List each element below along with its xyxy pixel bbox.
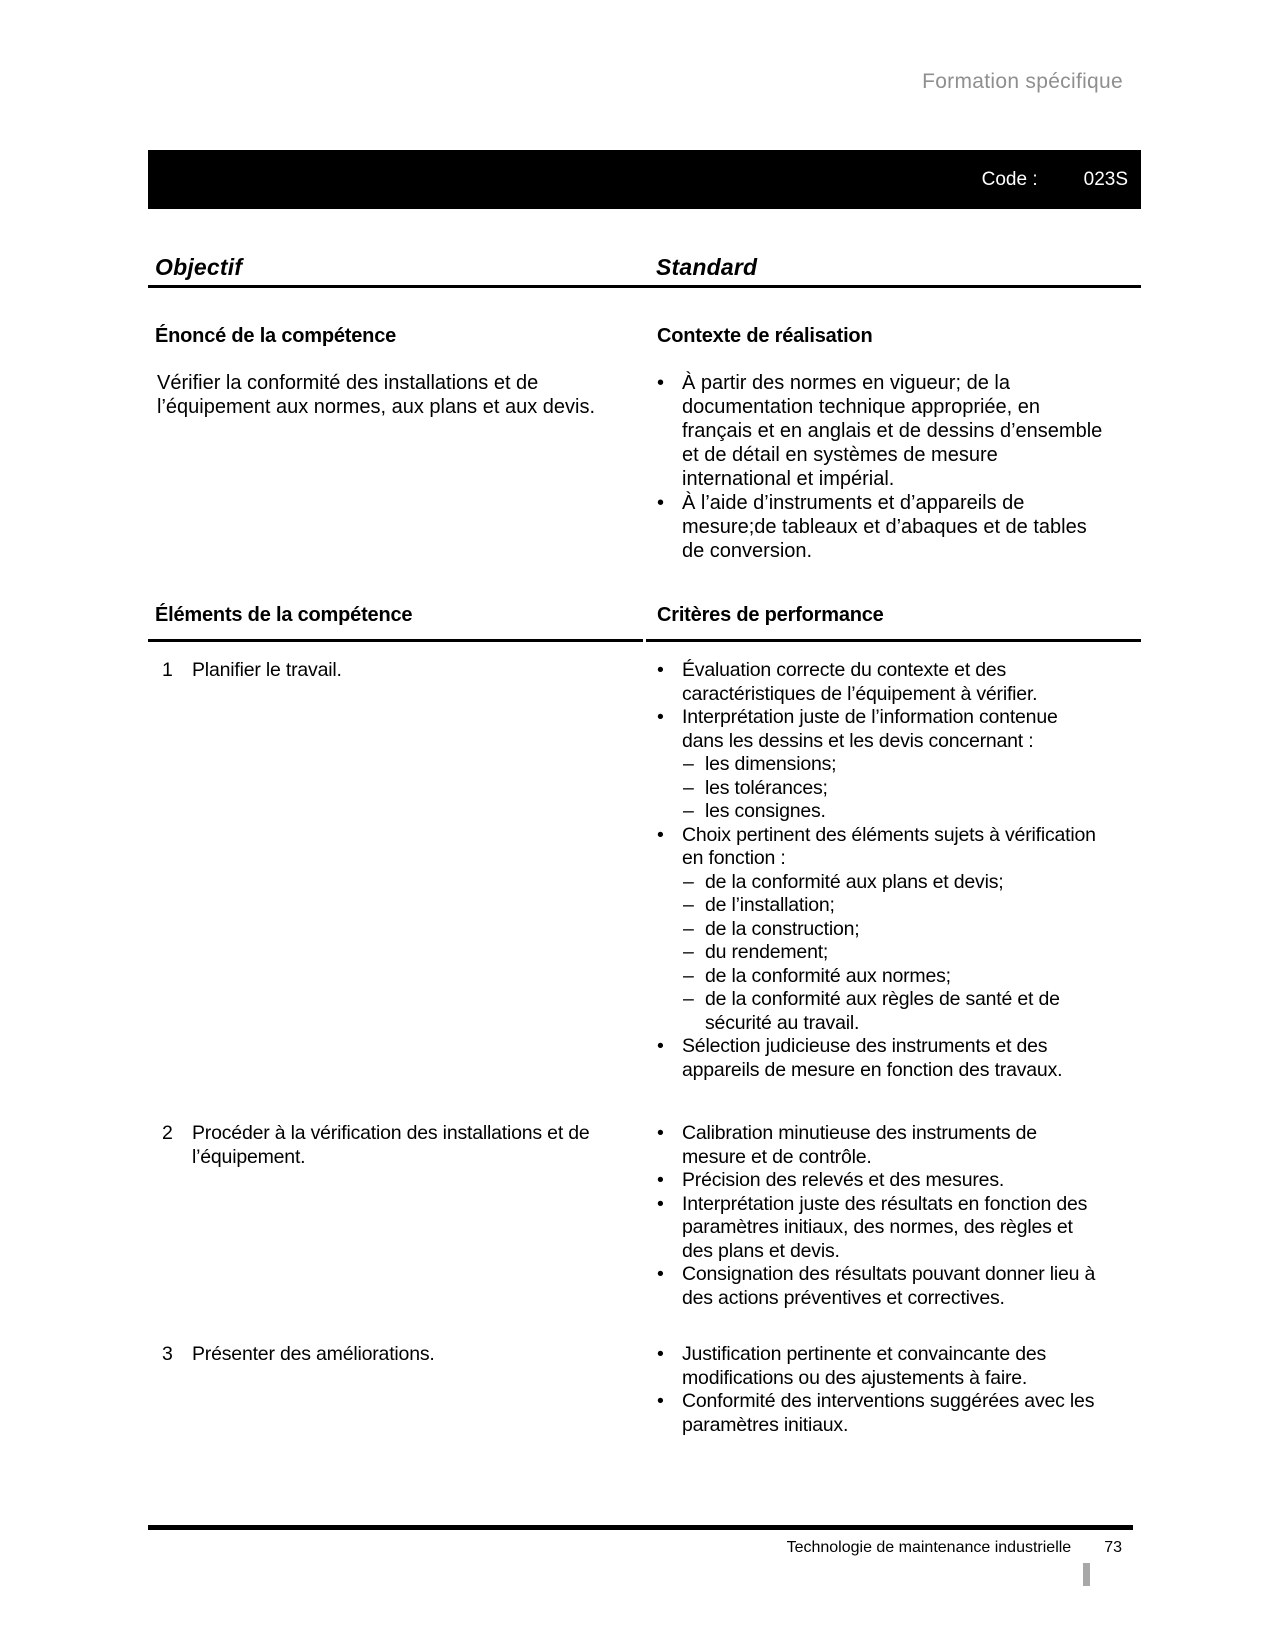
bullet-text: Interprétation juste de l’information contenue dans les dessins et les devis concernant : [682,706,1058,752]
dash-item [683,800,1097,824]
dash-text: du rendement; [705,941,829,963]
dash-text: de la conformité aux règles de santé et de sécurité au travail. [705,988,1060,1034]
dash-icon: – [683,894,694,916]
dash-icon: – [683,941,694,963]
element-text: Présenter des améliorations. [192,1343,435,1365]
bullet-icon: • [657,823,664,846]
dash-text: les dimensions; [705,753,837,775]
dash-item [683,753,1097,777]
bullet-icon: • [657,1263,664,1285]
element-number: 1 [162,659,173,681]
bullet-item [657,659,1097,706]
footer [787,1539,1122,1557]
code-value: 023S [1083,168,1128,190]
bullet-icon: • [657,659,664,681]
column-title-standard: Standard [656,254,758,280]
criteria-list [657,1122,1097,1310]
criteria-list [657,1343,1097,1437]
bullet-icon: • [657,1343,664,1365]
dash-item [683,941,1097,965]
formation-label: Formation spécifique [922,70,1123,93]
bullet-item [657,1343,1097,1390]
element-cell [148,1343,657,1437]
dash-item [683,894,1097,918]
bullet-text: À partir des normes en vigueur; de la documentation technique appropriée, en français et en anglais et de dessins d’ensemble et de détail en systèmes de mesure international et impérial. [682,372,1103,490]
dash-icon: – [683,776,694,799]
bullet-icon: • [657,1122,664,1144]
bullet-item [657,371,1112,491]
dash-icon: – [683,964,694,987]
header-rule [148,285,1141,288]
section-heading-criteres: Critères de performance [657,604,884,626]
bullet-item [657,1193,1097,1264]
element-cell [148,1122,657,1310]
competence-row [148,1122,1141,1310]
bullet-text: Consignation des résultats pouvant donner lieu à des actions préventives et correctives. [682,1263,1096,1309]
bullet-icon: • [657,706,664,728]
bullet-text: Choix pertinent des éléments sujets à vérification en fonction : [682,823,1096,869]
element-text: Procéder à la vérification des installations et de l’équipement. [192,1122,590,1168]
bullet-icon: • [657,372,665,394]
dash-icon: – [683,753,694,775]
dash-item [683,918,1097,942]
section-heading-enonce: Énoncé de la compétence [155,325,397,347]
bullet-text: Évaluation correcte du contexte et des caractéristiques de l’équipement à vérifier. [682,659,1038,705]
bullet-text: Conformité des interventions suggérées avec les paramètres initiaux. [682,1390,1095,1436]
bullet-text: Justification pertinente et convaincante des modifications ou des ajustements à faire. [682,1343,1047,1389]
bullet-icon: • [657,492,665,514]
competence-row [148,659,1141,1082]
element-number: 2 [162,1122,173,1144]
bullet-text: Calibration minutieuse des instruments de mesure et de contrôle. [682,1122,1037,1168]
bullet-item [657,1122,1097,1169]
bullet-item [657,1169,1097,1193]
dash-text: de l’installation; [705,894,835,916]
bullet-text: À l’aide d’instruments et d’appareils de mesure;de tableaux et d’abaques et de tables de conversion. [682,492,1087,562]
bullet-icon: • [657,1390,664,1412]
code-label: Code : [981,168,1038,190]
competence-rows [148,659,1141,1437]
dash-text: de la conformité aux plans et devis; [705,870,1004,893]
bullet-text: Précision des relevés et des mesures. [682,1169,1005,1191]
bullet-item [657,1035,1097,1082]
footer-rule [148,1525,1133,1530]
dash-item [683,965,1097,989]
bullet-text: Sélection judicieuse des instruments et des appareils de mesure en fonction des travaux. [682,1035,1063,1081]
page-number: 73 [1104,1539,1122,1556]
column-title-objectif: Objectif [155,254,243,280]
element-cell [148,659,657,1082]
dash-item [683,777,1097,801]
dash-item [683,988,1097,1035]
elements-rule [148,639,643,642]
section-heading-elements: Éléments de la compétence [155,604,413,626]
dash-text: les tolérances; [705,776,828,799]
element-number: 3 [162,1343,173,1365]
criteria-list [657,659,1097,1082]
dash-icon: – [683,917,694,940]
dash-item [683,871,1097,895]
competence-statement: Vérifier la conformité des installations et de l’équipement aux normes, aux plans et aux devis. [157,372,596,418]
bullet-item [657,824,1097,1036]
bullet-item [657,706,1097,824]
element-text: Planifier le travail. [192,659,342,681]
dash-text: les consignes. [705,800,826,822]
bullet-text: Interprétation juste des résultats en fonction des paramètres initiaux, des normes, des règles et des plans et devis. [682,1192,1088,1262]
bullet-icon: • [657,1035,664,1057]
dash-icon: – [683,988,694,1010]
bullet-icon: • [657,1169,664,1191]
dash-icon: – [683,800,694,822]
footer-text: Technologie de maintenance industrielle [786,1539,1072,1556]
section-heading-contexte: Contexte de réalisation [657,325,873,347]
dash-text: de la construction; [705,917,860,940]
footer-accent-bar [1083,1563,1090,1586]
bullet-icon: • [657,1192,664,1215]
bullet-item [657,1263,1097,1310]
competence-row [148,1343,1141,1437]
code-bar [148,150,1141,209]
context-bullet-list [657,371,1112,563]
bullet-item [657,491,1112,563]
bullet-item [657,1390,1097,1437]
criteres-rule [646,639,1141,642]
dash-icon: – [683,870,694,893]
dash-text: de la conformité aux normes; [705,964,951,987]
